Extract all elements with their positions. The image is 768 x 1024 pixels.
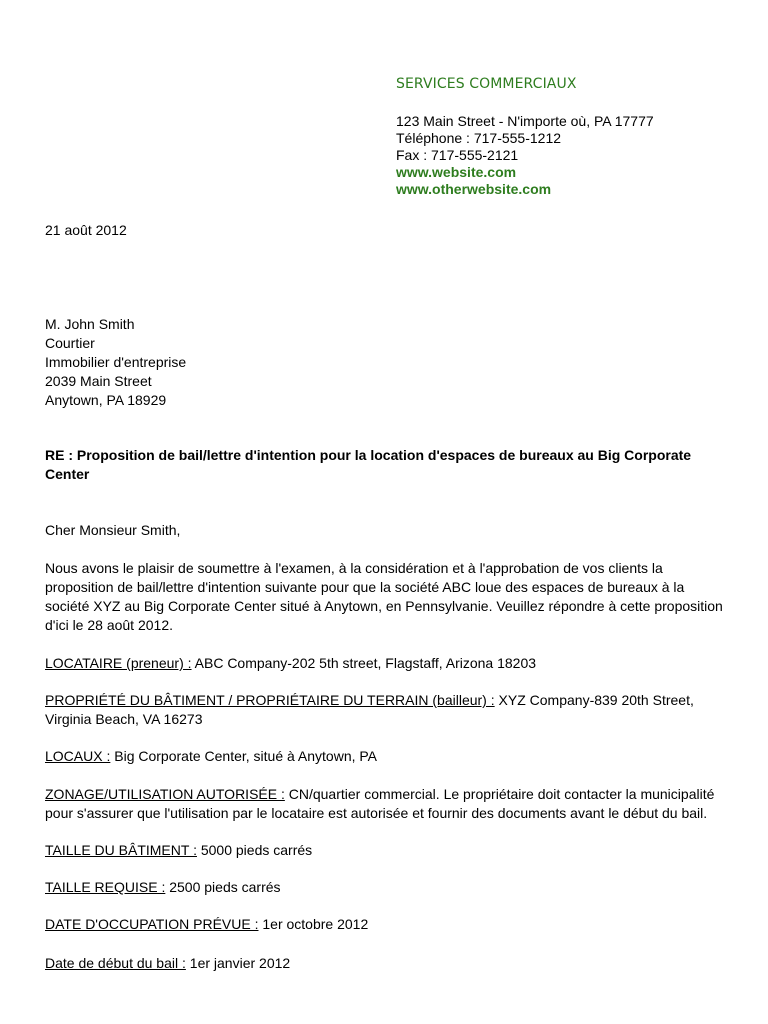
field-value: 2500 pieds carrés xyxy=(165,879,281,895)
field-landlord xyxy=(45,691,729,729)
recipient-block xyxy=(45,315,186,410)
field-zoning xyxy=(45,785,729,823)
recipient-city: Anytown, PA 18929 xyxy=(45,392,167,408)
subject-line: RE : Proposition de bail/lettre d'intention pour la location d'espaces de bureaux au Big Corporate Center xyxy=(45,447,692,482)
field-label: LOCAUX : xyxy=(45,748,111,764)
field-premises xyxy=(45,747,729,766)
field-value: CN/quartier commercial. Le propriétaire doit contacter la municipalité pour s'assurer que l'utilisation par le locataire est autorisée et fournir des documents avant le début du bail. xyxy=(45,786,715,821)
website-link[interactable]: www.website.com xyxy=(396,164,517,180)
recipient-street: 2039 Main Street xyxy=(45,373,152,389)
field-lease-start xyxy=(45,954,729,973)
field-occupancy-date xyxy=(45,915,729,934)
field-label: ZONAGE/UTILISATION AUTORISÉE : xyxy=(45,786,285,802)
recipient-company: Immobilier d'entreprise xyxy=(45,354,187,370)
recipient-name: M. John Smith xyxy=(45,316,135,332)
company-name: SERVICES COMMERCIAUX xyxy=(396,76,577,92)
field-tenant xyxy=(45,654,729,673)
field-label: DATE D'OCCUPATION PRÉVUE : xyxy=(45,916,259,932)
field-label: TAILLE DU BÂTIMENT : xyxy=(45,842,197,858)
field-required-size xyxy=(45,878,729,897)
field-value: 1er janvier 2012 xyxy=(185,955,291,971)
recipient-title: Courtier xyxy=(45,335,95,351)
salutation: Cher Monsieur Smith, xyxy=(45,522,181,538)
letterhead-phone: Téléphone : 717-555-1212 xyxy=(396,130,562,146)
other-website-link[interactable]: www.otherwebsite.com xyxy=(396,181,552,197)
field-building-size xyxy=(45,841,729,860)
letter-date: 21 août 2012 xyxy=(45,222,127,238)
field-label: Date de début du bail : xyxy=(45,955,186,971)
field-label: PROPRIÉTÉ DU BÂTIMENT / PROPRIÉTAIRE DU TERRAIN (bailleur) : xyxy=(45,692,495,708)
letterhead-address: 123 Main Street - N'importe où, PA 17777 xyxy=(396,113,654,129)
field-value: XYZ Company-839 20th Street, Virginia Beach, VA 16273 xyxy=(45,692,694,727)
field-value: ABC Company-202 5th street, Flagstaff, Arizona 18203 xyxy=(191,655,537,671)
letterhead xyxy=(396,74,736,198)
intro-paragraph: Nous avons le plaisir de soumettre à l'examen, à la considération et à l'approbation de vos clients la proposition de bail/lettre d'intention suivante pour que la société ABC loue des espaces de bureaux à la société XYZ au Big Corporate Center situé à Anytown, en Pennsylvanie. Veuillez répondre à cette proposition d'ici le 28 août 2012. xyxy=(45,560,723,633)
letterhead-fax: Fax : 717-555-2121 xyxy=(396,147,519,163)
field-value: 5000 pieds carrés xyxy=(196,842,313,858)
field-value: 1er octobre 2012 xyxy=(258,916,369,932)
field-label: LOCATAIRE (preneur) : xyxy=(45,655,192,671)
field-label: TAILLE REQUISE : xyxy=(45,879,166,895)
field-value: Big Corporate Center, situé à Anytown, PA xyxy=(110,748,378,764)
